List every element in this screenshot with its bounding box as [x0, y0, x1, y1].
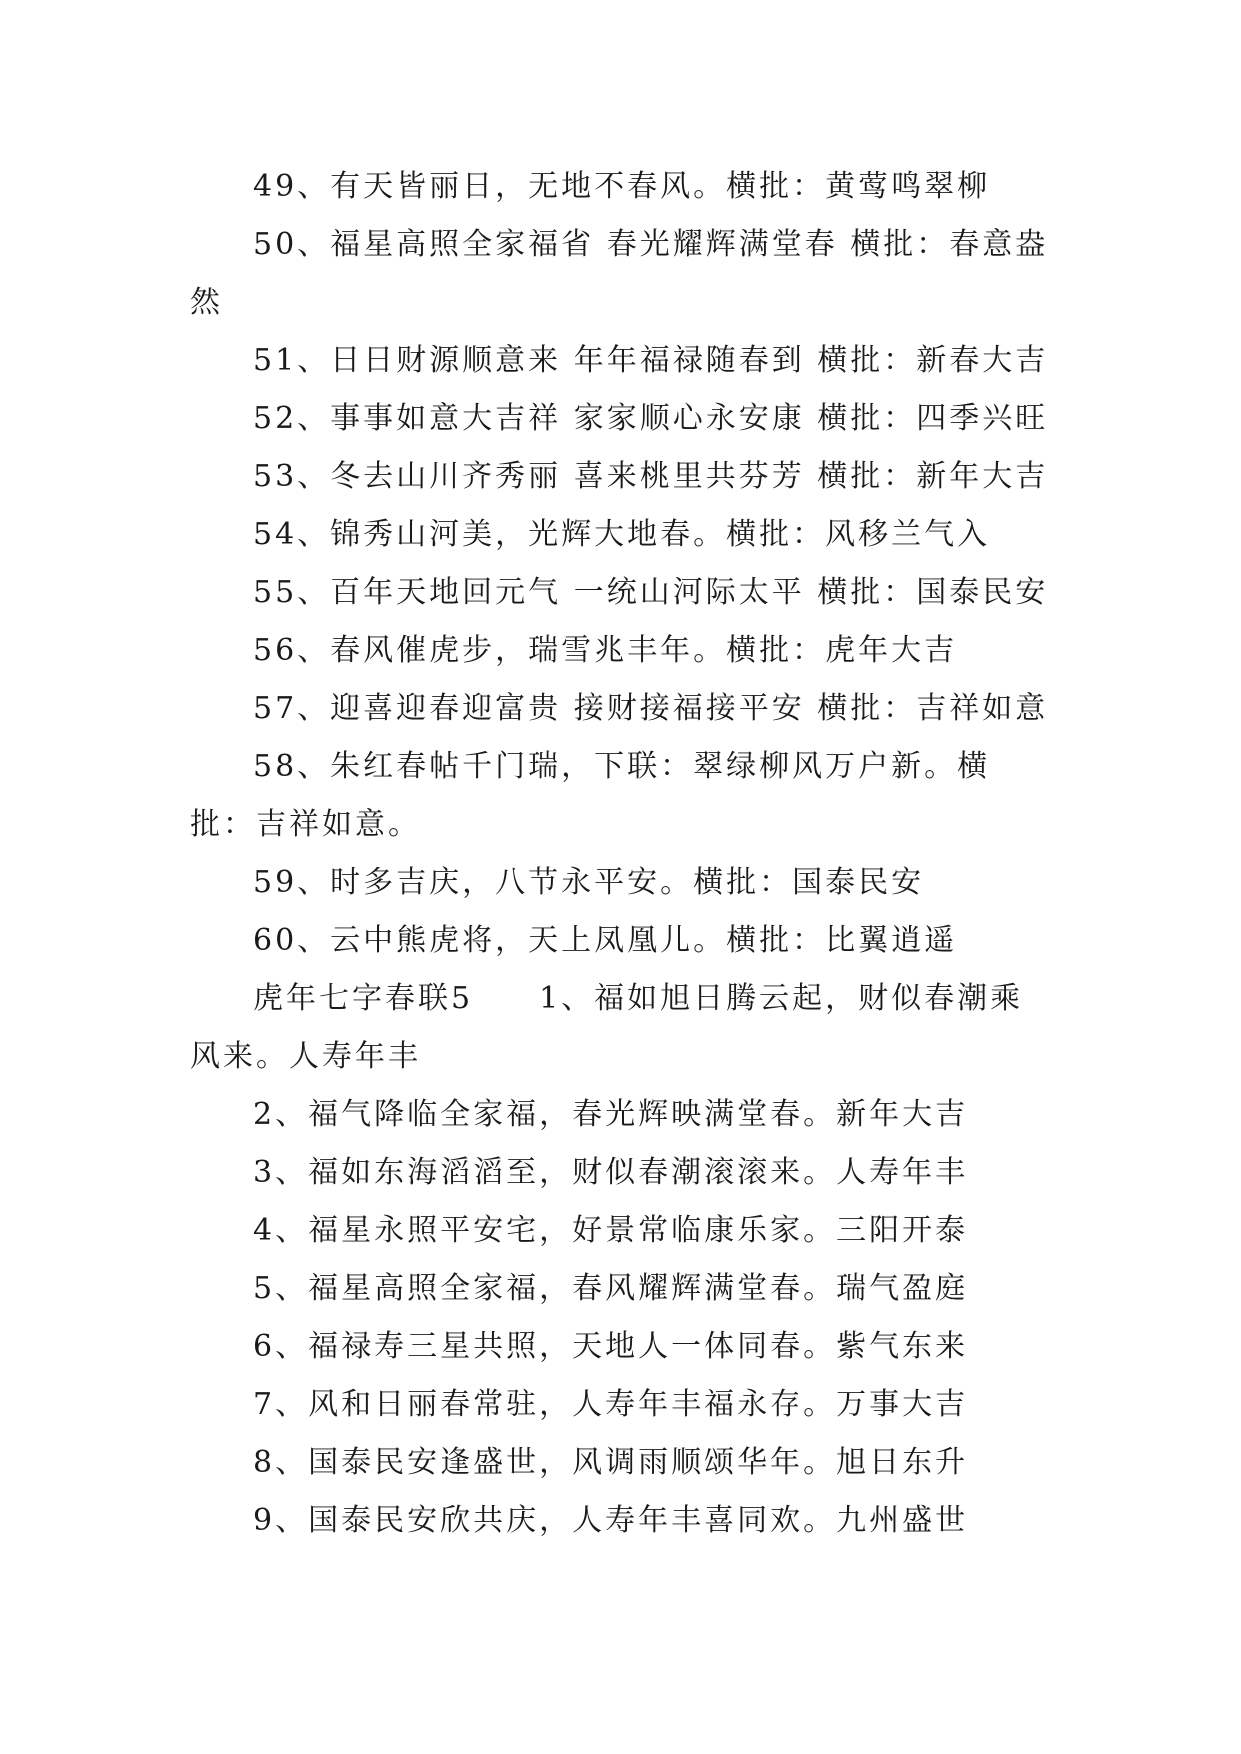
paragraph-50: 50、福星高照全家福省 春光耀辉满堂春 横批：春意盎然: [190, 227, 1049, 320]
paragraph-57: 57、迎喜迎春迎富贵 接财接福接平安 横批：吉祥如意: [253, 691, 1049, 726]
paragraph-7: 7、风和日丽春常驻，人寿年丰福永存。万事大吉: [253, 1387, 969, 1422]
paragraph-2: 2、福气降临全家福，春光辉映满堂春。新年大吉: [253, 1097, 969, 1132]
paragraph-59: 59、时多吉庆，八节永平安。横批：国泰民安: [253, 865, 925, 900]
paragraph-60: 60、云中熊虎将，天上凤凰儿。横批：比翼逍遥: [253, 923, 958, 958]
paragraph-4: 4、福星永照平安宅，好景常临康乐家。三阳开泰: [253, 1213, 969, 1248]
paragraph-55: 55、百年天地回元气 一统山河际太平 横批：国泰民安: [253, 575, 1049, 610]
paragraph-8: 8、国泰民安逢盛世，风调雨顺颂华年。旭日东升: [253, 1445, 969, 1480]
paragraph-58: 58、朱红春帖千门瑞，下联：翠绿柳风万户新。横批：吉祥如意。: [190, 749, 991, 842]
paragraph-54: 54、锦秀山河美，光辉大地春。横批：风移兰气入: [253, 517, 991, 552]
section-heading-paragraph: 虎年七字春联5 1、福如旭日腾云起，财似春潮乘风来。人寿年丰: [190, 981, 1024, 1074]
paragraph-6: 6、福禄寿三星共照，天地人一体同春。紫气东来: [253, 1329, 969, 1364]
paragraph-5: 5、福星高照全家福，春风耀辉满堂春。瑞气盈庭: [253, 1271, 969, 1306]
paragraph-49: 49、有天皆丽日，无地不春风。横批：黄莺鸣翠柳: [253, 169, 991, 204]
paragraph-56: 56、春风催虎步，瑞雪兆丰年。横批：虎年大吉: [253, 633, 958, 668]
paragraph-3: 3、福如东海滔滔至，财似春潮滚滚来。人寿年丰: [253, 1155, 969, 1190]
paragraph-52: 52、事事如意大吉祥 家家顺心永安康 横批：四季兴旺: [253, 401, 1049, 436]
paragraph-51: 51、日日财源顺意来 年年福禄随春到 横批：新春大吉: [253, 343, 1049, 378]
paragraph-9: 9、国泰民安欣共庆，人寿年丰喜同欢。九州盛世: [253, 1503, 969, 1538]
paragraph-53: 53、冬去山川齐秀丽 喜来桃里共芬芳 横批：新年大吉: [253, 459, 1049, 494]
document-body: [190, 158, 1052, 1550]
